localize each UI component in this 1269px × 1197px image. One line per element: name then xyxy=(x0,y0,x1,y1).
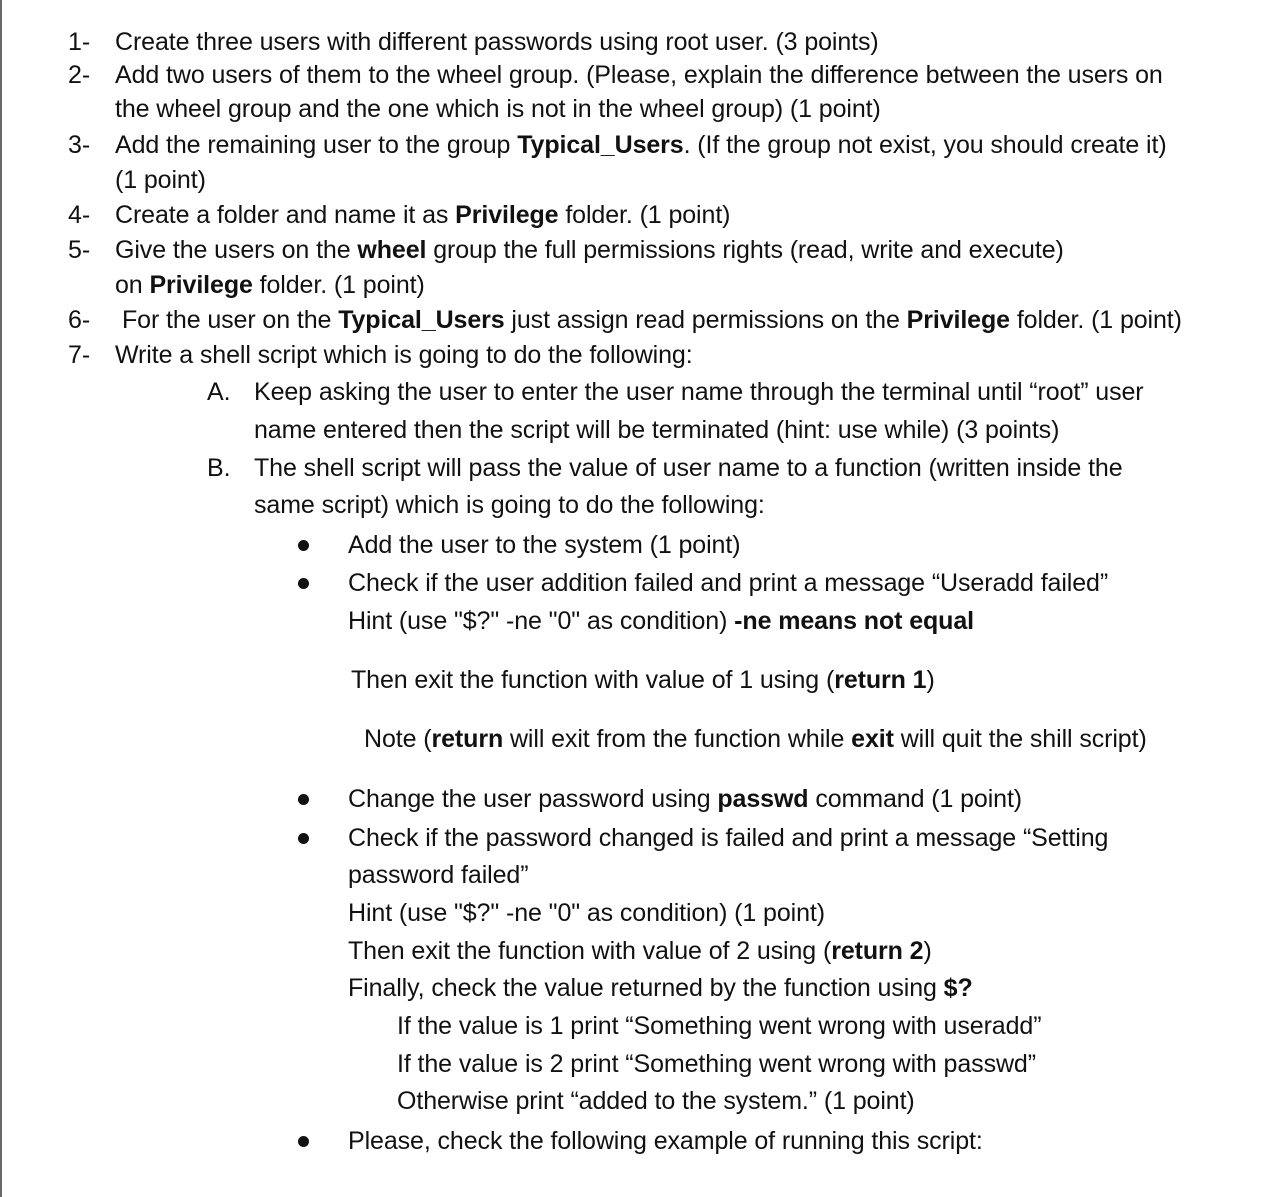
item-number: 4- xyxy=(68,201,91,229)
bold-text: -ne means not equal xyxy=(734,607,974,635)
item-number: 1- xyxy=(68,28,91,56)
text-run: Add the remaining user to the group xyxy=(115,131,518,159)
bullet-icon xyxy=(298,540,309,551)
text-run: will exit from the function while xyxy=(503,725,852,753)
text-run: The shell script will pass the value of user name to a function (written inside the xyxy=(254,454,1123,482)
bold-text: Typical_Users xyxy=(338,306,505,334)
bold-text: return 1 xyxy=(834,666,927,694)
bold-text: return 2 xyxy=(831,937,924,965)
text-run: Keep asking the user to enter the user name through the terminal until “root” user xyxy=(254,378,1144,406)
text-run: . (If the group not exist, you should create it) xyxy=(683,131,1167,159)
item-2-line-2 xyxy=(115,94,881,124)
bullet-4-line-4 xyxy=(348,936,932,966)
text-run: Add the user to the system (1 point) xyxy=(348,531,741,559)
item-5-line-1 xyxy=(115,235,1064,265)
text-run: password failed” xyxy=(348,861,529,889)
text-run: same script) which is going to do the following: xyxy=(254,491,765,519)
bullet-2-line-2 xyxy=(348,606,974,636)
bullet-icon xyxy=(298,794,309,805)
item-number: 5- xyxy=(68,236,91,264)
bullet-1-line-1 xyxy=(348,530,740,560)
text-run: (1 point) xyxy=(115,166,206,194)
text-run: Change the user password using xyxy=(348,785,718,813)
subitem-label: A. xyxy=(207,378,231,406)
note-return-vs-exit xyxy=(364,724,1147,754)
item-number: 3- xyxy=(68,131,91,159)
bold-text: exit xyxy=(851,725,894,753)
text-run: Please, check the following example of running this script: xyxy=(348,1127,983,1155)
text-run: Add two users of them to the wheel group. (Please, explain the difference between the users on xyxy=(115,61,1163,89)
text-run: command (1 point) xyxy=(808,785,1023,813)
item-5-line-2 xyxy=(115,270,425,300)
text-run: Create three users with different passwords using root user. (3 points) xyxy=(115,28,879,56)
text-run: Then exit the function with value of 1 using ( xyxy=(351,666,835,694)
result-line-2 xyxy=(397,1049,1036,1079)
subitem-label: B. xyxy=(207,454,231,482)
bold-text: $? xyxy=(943,974,973,1002)
item-number: 7- xyxy=(68,341,91,369)
text-run: name entered then the script will be terminated (hint: use while) (3 points) xyxy=(254,416,1060,444)
text-run: ) xyxy=(926,666,935,694)
text-run: Give the users on the xyxy=(115,236,358,264)
text-run: Hint (use "$?" -ne "0" as condition) (1 point) xyxy=(348,899,825,927)
text-run: on xyxy=(115,271,150,299)
item-2-line-1 xyxy=(115,60,1163,90)
text-run: will quit the shill script) xyxy=(893,725,1147,753)
text-run: Otherwise print “added to the system.” (1 point) xyxy=(397,1087,915,1115)
text-run: ) xyxy=(923,937,932,965)
text-run: Hint (use "$?" -ne "0" as condition) xyxy=(348,607,735,635)
result-line-3 xyxy=(397,1086,915,1116)
bullet-icon xyxy=(298,1136,309,1147)
text-run: Note ( xyxy=(364,725,432,753)
text-run: group the full permissions rights (read, write and execute) xyxy=(426,236,1064,264)
bold-text: Privilege xyxy=(906,306,1010,334)
item-number: 6- xyxy=(68,306,91,334)
text-run: just assign read permissions on the xyxy=(504,306,907,334)
text-run: the wheel group and the one which is not in the wheel group) (1 point) xyxy=(115,95,881,123)
bold-text: wheel xyxy=(357,236,427,264)
item-1-line-1 xyxy=(115,27,879,57)
item-7-line-1 xyxy=(115,340,693,370)
note-return-1 xyxy=(351,665,935,695)
subitem-b-line-1 xyxy=(254,453,1123,483)
subitem-b-line-2 xyxy=(254,490,765,520)
bullet-icon xyxy=(298,833,309,844)
text-run: If the value is 1 print “Something went wrong with useradd” xyxy=(397,1012,1042,1040)
text-run: Finally, check the value returned by the function using xyxy=(348,974,944,1002)
subitem-a-line-1 xyxy=(254,377,1144,407)
bold-text: return xyxy=(431,725,504,753)
text-run: Create a folder and name it as xyxy=(115,201,456,229)
text-run: For the user on the xyxy=(122,306,339,334)
item-3-line-2 xyxy=(115,165,206,195)
text-run: Write a shell script which is going to do the following: xyxy=(115,341,693,369)
bullet-3-line-1 xyxy=(348,784,1022,814)
item-number: 2- xyxy=(68,61,91,89)
text-run: Check if the password changed is failed and print a message “Setting xyxy=(348,824,1109,852)
text-run: If the value is 2 print “Something went wrong with passwd” xyxy=(397,1050,1036,1078)
bullet-2-line-1 xyxy=(348,568,1108,598)
bullet-4-line-2 xyxy=(348,860,528,890)
result-line-1 xyxy=(397,1011,1041,1041)
text-run: folder. (1 point) xyxy=(558,201,731,229)
bold-text: Typical_Users xyxy=(517,131,684,159)
bold-text: passwd xyxy=(717,785,809,813)
item-3-line-1 xyxy=(115,130,1167,160)
bold-text: Privilege xyxy=(149,271,253,299)
item-4-line-1 xyxy=(115,200,730,230)
bold-text: Privilege xyxy=(455,201,559,229)
item-6-line-1 xyxy=(122,305,1182,335)
bullet-4-line-3 xyxy=(348,898,825,928)
bullet-5-line-1 xyxy=(348,1126,983,1156)
bullet-4-line-1 xyxy=(348,823,1108,853)
subitem-a-line-2 xyxy=(254,415,1059,445)
text-run: folder. (1 point) xyxy=(1009,306,1182,334)
text-run: Check if the user addition failed and print a message “Useradd failed” xyxy=(348,569,1109,597)
text-run: Then exit the function with value of 2 using ( xyxy=(348,937,832,965)
bullet-4-line-5 xyxy=(348,973,973,1003)
text-run: folder. (1 point) xyxy=(252,271,425,299)
bullet-icon xyxy=(298,578,309,589)
